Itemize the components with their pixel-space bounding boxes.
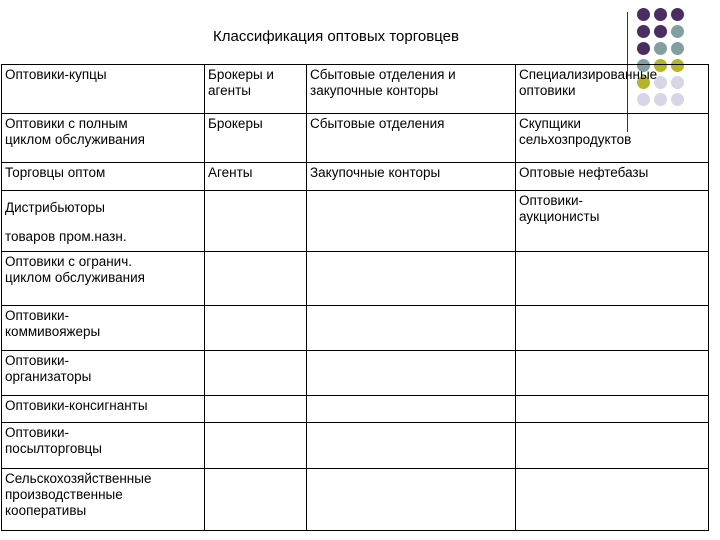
table-cell: Брокеры (205, 114, 307, 163)
table-cell: Закупочные конторы (307, 163, 516, 191)
table-row (2, 396, 709, 423)
table-cell (307, 396, 516, 423)
decorative-dot (654, 42, 667, 55)
table-cell: Торговцы оптом (2, 163, 205, 191)
table-cell (516, 423, 709, 469)
table-cell (307, 469, 516, 531)
decorative-dot (654, 8, 667, 21)
table-cell (307, 252, 516, 306)
table-cell: Сельскохозяйственные производственные кооперативы (2, 469, 205, 531)
decorative-dot (654, 25, 667, 38)
table-row (2, 191, 709, 252)
table-row (2, 306, 709, 351)
table-cell (307, 351, 516, 396)
table-row (2, 423, 709, 469)
table-cell (516, 351, 709, 396)
decorative-dot (671, 8, 684, 21)
table-row (2, 252, 709, 306)
table-cell (205, 396, 307, 423)
decorative-dot (637, 42, 650, 55)
decorative-dot (637, 25, 650, 38)
table-cell (205, 351, 307, 396)
table-cell: Дистрибьюторы товаров пром.назн. (2, 191, 205, 252)
table-row (2, 65, 709, 114)
table-row (2, 163, 709, 191)
decorative-dot (637, 8, 650, 21)
table-cell: Оптовики с огранич. циклом обслуживания (2, 252, 205, 306)
table-row (2, 469, 709, 531)
table-cell: Оптовики- организаторы (2, 351, 205, 396)
table-cell: Агенты (205, 163, 307, 191)
table-cell (205, 423, 307, 469)
table-row (2, 351, 709, 396)
table-cell (307, 191, 516, 252)
table-cell (205, 469, 307, 531)
table-cell: Скупщики сельхозпродуктов (516, 114, 709, 163)
table-cell: Оптовые нефтебазы (516, 163, 709, 191)
document-title: Классификация оптовых торговцев (213, 28, 459, 45)
table-cell: Оптовики- посылторговцы (2, 423, 205, 469)
table-cell (516, 306, 709, 351)
table-cell: Специализированные оптовики (516, 65, 709, 114)
table-row (2, 114, 709, 163)
decorative-dot (671, 25, 684, 38)
table-cell: Сбытовые отделения (307, 114, 516, 163)
table-cell: Оптовики- коммивояжеры (2, 306, 205, 351)
decorative-dot (671, 42, 684, 55)
table-cell (516, 396, 709, 423)
table-cell: Оптовики-купцы (2, 65, 205, 114)
table-cell (307, 306, 516, 351)
classification-table (1, 64, 709, 531)
table-cell (205, 252, 307, 306)
table-cell (516, 252, 709, 306)
table-cell: Брокеры и агенты (205, 65, 307, 114)
table-cell: Оптовики- аукционисты (516, 191, 709, 252)
table-cell (516, 469, 709, 531)
table-cell: Сбытовые отделения и закупочные конторы (307, 65, 516, 114)
table-cell (307, 423, 516, 469)
table-cell: Оптовики-консигнанты (2, 396, 205, 423)
table-cell (205, 306, 307, 351)
table-cell: Оптовики с полным циклом обслуживания (2, 114, 205, 163)
table-cell (205, 191, 307, 252)
